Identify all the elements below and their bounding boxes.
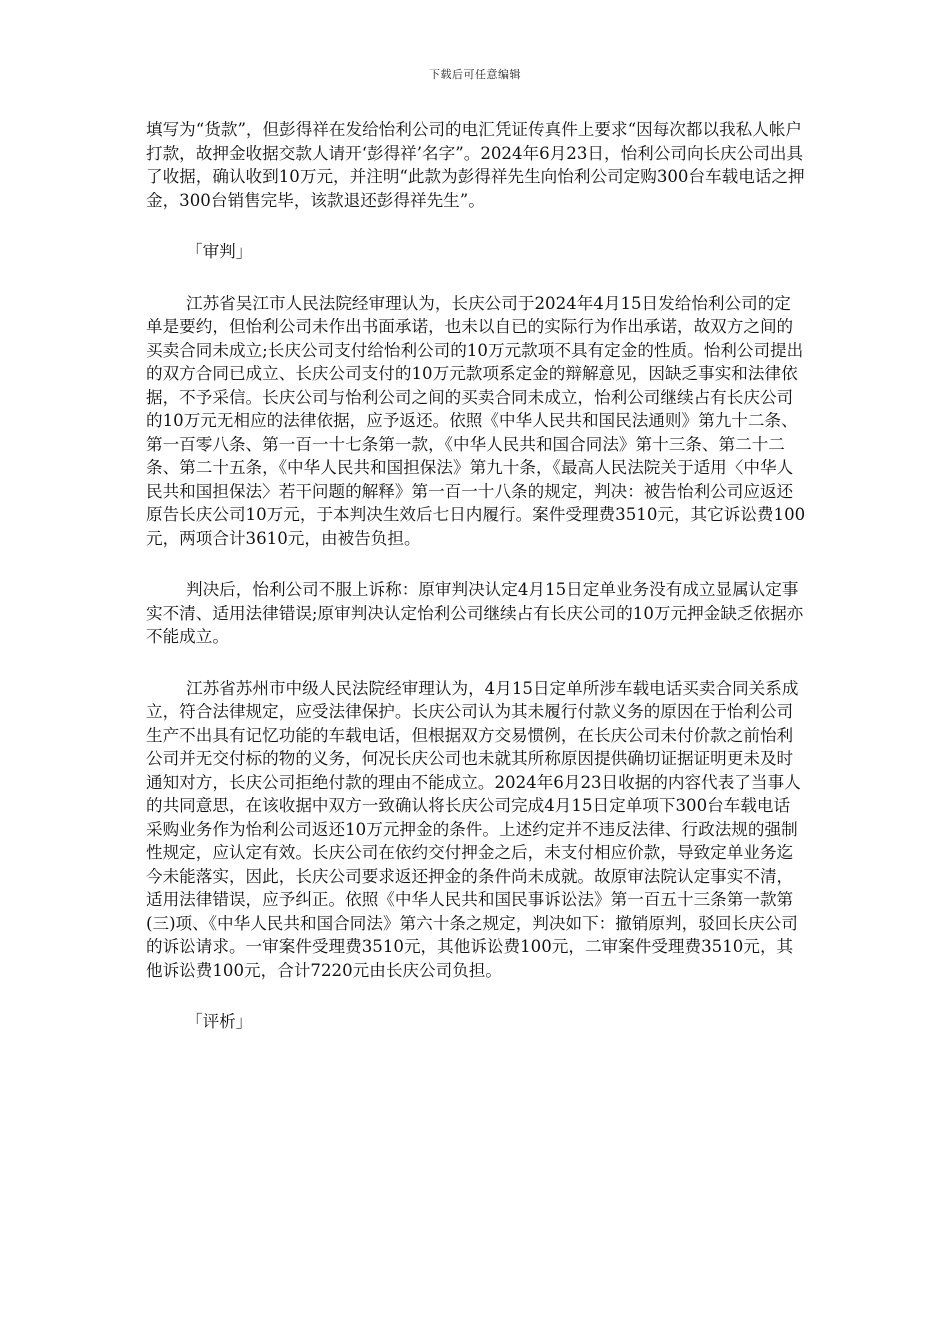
paragraph-first-instance: 江苏省吴江市人民法院经审理认为，长庆公司于2024年4月15日发给怡利公司的定单是要约，但怡利公司未作出书面承诺，也未以自已的实际行为作出承诺，故双方之间的买卖合同未成立;长庆公司支付给怡利公司的10万元款项不具有定金的性质。怡利公司提出的双方合同已成立、长庆公司支付的10万元款项系定金的辩解意见，因缺乏事实和法律依据，不予采信。长庆公司与怡利公司之间的买卖合同未成立，怡利公司继续占有长庆公司的10万元无相应的法律依据，应予返还。依照《中华人民共和国民法通则》第九十二条、第一百零八条、第一百一十七条第一款，《中华人民共和国合同法》第十三条、第二十二条、第二十五条，《中华人民共和国担保法》第九十条，《最高人民法院关于适用〈中华人民共和国担保法〉若干问题的解释》第一百一十八条的规定，判决：被告怡利公司应返还原告长庆公司10万元，于本判决生效后七日内履行。案件受理费3510元，其它诉讼费100元，两项合计3610元，由被告负担。: [146, 293, 806, 548]
paragraph-appeal: 判决后，怡利公司不服上诉称：原审判决认定4月15日定单业务没有成立显属认定事实不清、适用法律错误;原审判决认定怡利公司继续占有长庆公司的10万元押金缺乏依据亦不能成立。: [146, 580, 804, 646]
document-body: [146, 118, 806, 1062]
section-heading-analysis: 「评析」: [186, 1012, 253, 1031]
paragraph-second-instance: 江苏省苏州市中级人民法院经审理认为，4月15日定单所涉车载电话买卖合同关系成立，符合法律规定，应受法律保护。长庆公司认为其未履行付款义务的原因在于怡利公司生产不出具有记忆功能的车载电话，但根据双方交易惯例，在长庆公司未付价款之前怡利公司并无交付标的物的义务，何况长庆公司也未就其所称原因提供确切证据证明更未及时通知对方，长庆公司拒绝付款的理由不能成立。2024年6月23日收据的内容代表了当事人的共同意思，在该收据中双方一致确认将长庆公司完成4月15日定单项下300台车载电话采购业务作为怡利公司返还10万元押金的条件。上述约定并不违反法律、行政法规的强制性规定，应认定有效。长庆公司在依约交付押金之后，未支付相应价款，导致定单业务迄今未能落实，因此，长庆公司要求返还押金的条件尚未成就。故原审法院认定事实不清，适用法律错误，应予纠正。依照《中华人民共和国民事诉讼法》第一百五十三条第一款第(三)项、《中华人民共和国合同法》第六十条之规定，判决如下：撤销原判，驳回长庆公司的诉讼请求。一审案件受理费3510元，其他诉讼费100元，二审案件受理费3510元，其他诉讼费100元，合计7220元由长庆公司负担。: [146, 678, 801, 980]
paragraph-receipt-facts: 填写为“货款”，但彭得祥在发给怡利公司的电汇凭证传真件上要求“因每次都以我私人帐户打款，故押金收据交款人请开‘彭得祥’名字”。2024年6月23日，怡利公司向长庆公司出具了收据，确认收到10万元，并注明“此款为彭得祥先生向怡利公司定购300台车载电话之押金，300台销售完毕，该款退还彭得祥先生”。: [146, 120, 805, 210]
section-heading-trial: 「审判」: [186, 242, 253, 261]
page-header: 下载后可任意编辑: [429, 68, 521, 81]
